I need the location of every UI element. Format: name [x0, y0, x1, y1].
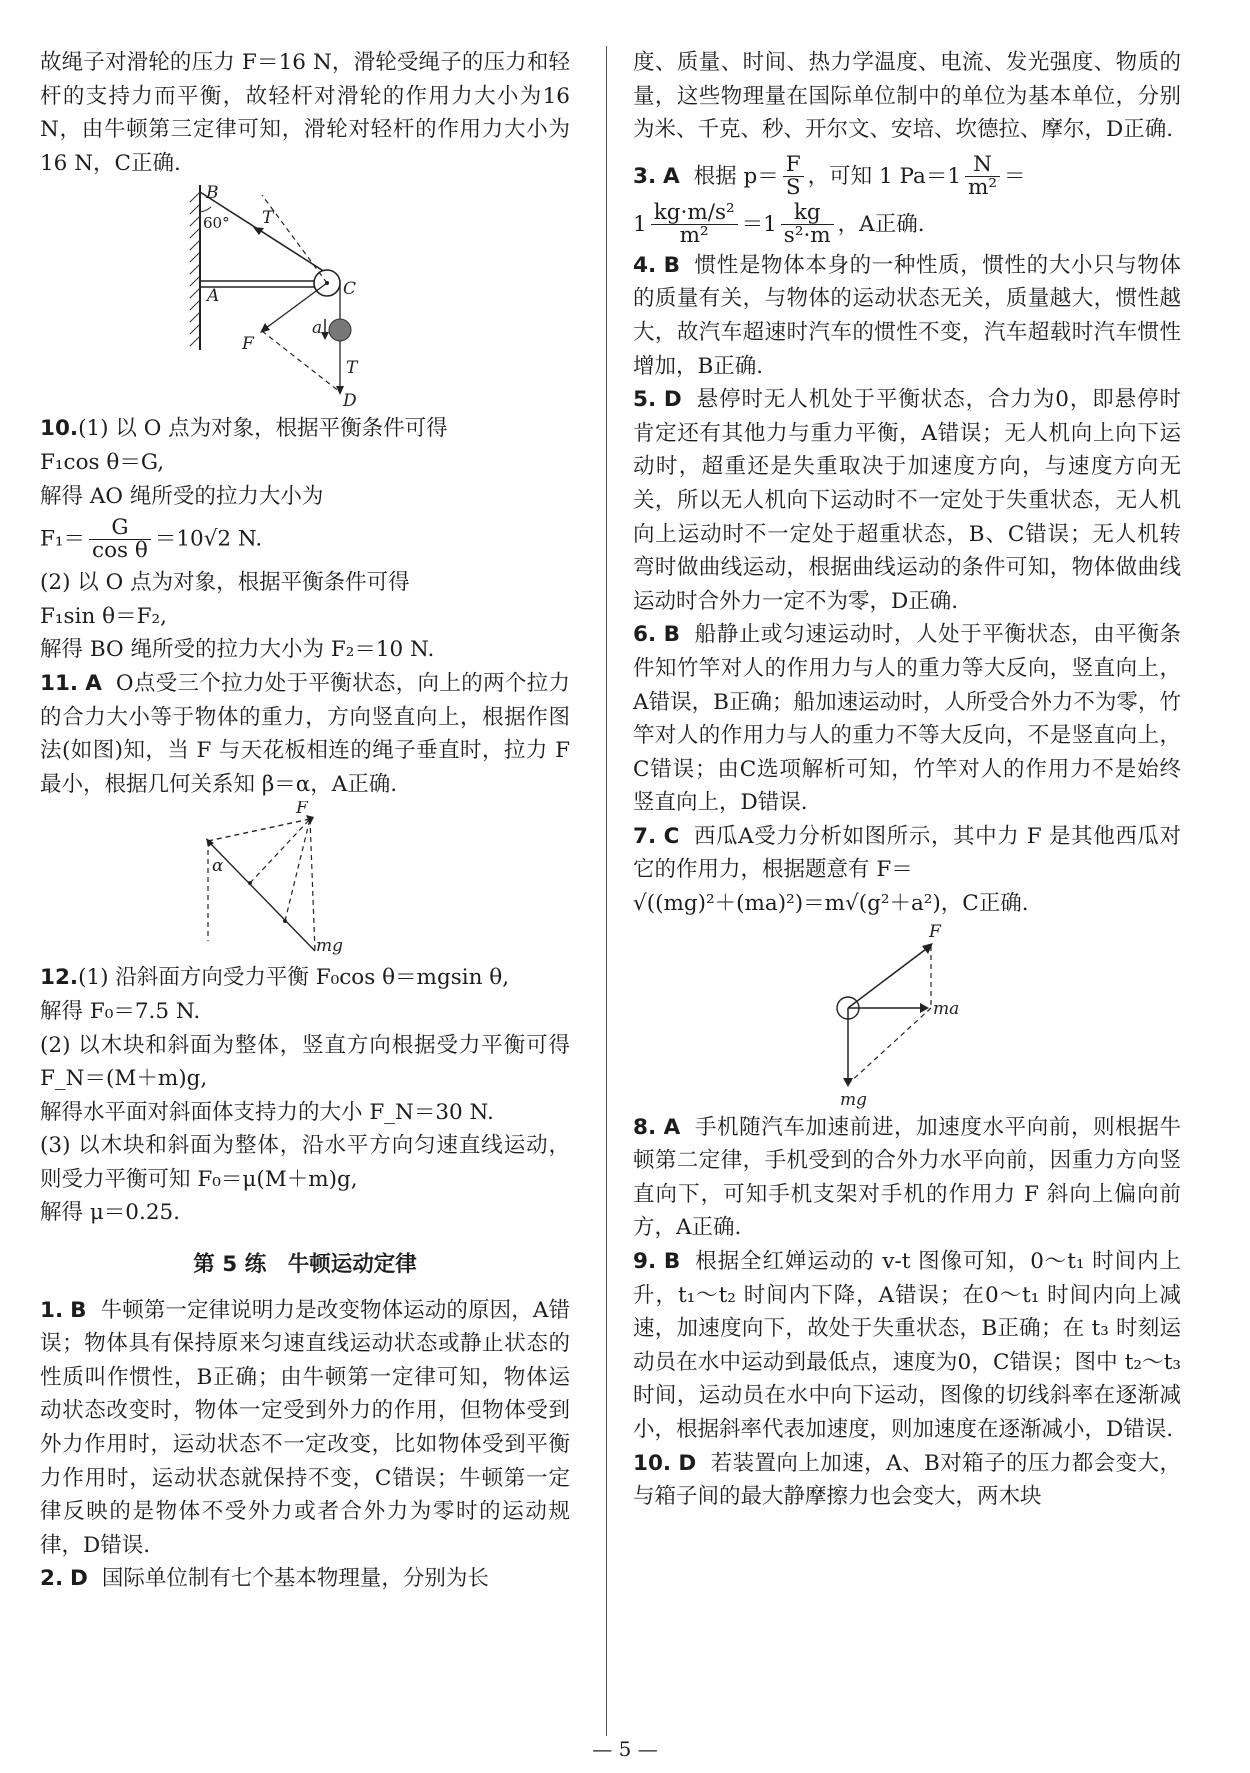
answer-8: 8. A 手机随汽车加速前进，加速度水平向前，则根据牛顿第二定律，手机受到的合外力水平向前，因重力方向竖直向下，可知手机支架对手机的作用力 F 斜向上偏向前方，A正确.	[633, 1114, 1181, 1241]
hanging-ball	[329, 319, 351, 341]
answer-2: 2. D 国际单位制有七个基本物理量，分别为长	[40, 1566, 489, 1592]
answer-2-continued: 度、质量、时间、热力学温度、电流、发光强度、物质的量，这些物理量在国际单位制中的单位为基本单位，分别为米、千克、秒、开尔文、安培、坎德拉、摩尔，D正确.	[633, 50, 1181, 143]
label-B: B	[206, 183, 219, 204]
label-F: F	[242, 334, 254, 355]
label-T1: T	[262, 208, 274, 229]
column-divider	[606, 46, 607, 1736]
answer-9: 9. B 根据全红婵运动的 v-t 图像可知，0～t₁ 时间内上升，t₁～t₂ 时间内下降，A错误；在0～t₁ 时间内向上减速，加速度向下，故处于失重状态，B正确；在 t₃ 时刻运动员在水中运动到最低点，速度为0，C错误；图中 t₂～t₃ 时间，运动员在水中向下运动，图像的切线斜率在逐渐减小，根据斜率代表加速度，则加速度在逐渐减小，D错误.	[633, 1249, 1181, 1442]
pulley-diagram	[40, 180, 570, 412]
watermelon-force-diagram	[633, 921, 1181, 1111]
answer-3: 3. A 根据 p＝ $\frac{F}{S}$ ，可知 1 Pa＝1 $\frac{N}{\text{m²}}$ ＝ 1 $\frac{\text{kg·m/s²}}{\text{m²}}$ ＝1 $\frac{kg}{\text{s²·m}}$ ，A正确.	[633, 152, 1026, 249]
answer-6: 6. B 船静止或匀速运动时，人处于平衡状态，由平衡条件知竹竿对人的作用力与人的重力等大反向，竖直向上，A错误，B正确；船加速运动时，人所受合外力不为零，竹竿对人的作用力与人的重力不等大反向，不是竖直向上，C错误；由C选项解析可知，竹竿对人的作用力不是始终竖直向上，D错误.	[633, 622, 1181, 816]
fraction-line: F₁＝ $\frac{G}{\text{cos θ}}$ ＝10√2 N.	[40, 515, 263, 564]
label-F: F	[929, 921, 941, 942]
label-C: C	[343, 279, 357, 300]
label-alpha: α	[212, 856, 224, 877]
label-a: a	[312, 318, 323, 339]
answer-4: 4. B 惯性是物体本身的一种性质，惯性的大小只与物体的质量有关，与物体的运动状态无关，质量越大，惯性越大，故汽车超速时汽车的惯性不变，汽车超载时汽车惯性增加，B正确.	[633, 252, 1181, 379]
page-number: — 5 —	[592, 1737, 658, 1761]
answer-10: 10. D 若装置向上加速，A、B对箱子的压力都会变大，与箱子间的最大静摩擦力也会变大，两木块	[633, 1450, 1181, 1510]
question-10: 10.(1) 以 O 点为对象，根据平衡条件可得 F₁cos θ＝G, 解得 AO 绳所受的拉力大小为 F₁＝ $\frac{G}{\text{cos θ}}$ ＝10√2 N. (2) 以 O 点为对象，根据平衡条件可得 F₁sin θ＝F₂, 解得 BO 绳所受的拉力大小为 F₂＝10 N.	[40, 412, 570, 667]
label-mg: mg	[316, 936, 344, 957]
question-11: 11. A O点受三个拉力处于平衡状态，向上的两个拉力的合力大小等于物体的重力，方向竖直向上，根据作图法(如图)知，当 F 与天花板相连的绳子垂直时，拉力 F 最小，根据几何关系知 β＝α，A正确.	[40, 670, 570, 797]
label-F: F	[296, 801, 308, 819]
paragraph-continued: 故绳子对滑轮的压力 F＝16 N，滑轮受绳子的压力和轻杆的支持力而平衡，故轻杆对滑轮的作用力大小为16 N，由牛顿第三定律可知，滑轮对轻杆的作用力大小为16 N，C正确.	[40, 50, 570, 176]
left-column	[40, 46, 570, 1596]
question-12: 12.(1) 沿斜面方向受力平衡 F₀cos θ＝mgsin θ, 解得 F₀＝7.5 N. (2) 以木块和斜面为整体，竖直方向根据受力平衡可得 F_N＝(M＋m)g, 解得水平面对斜面体支持力的大小 F_N＝30 N. (3) 以木块和斜面为整体，沿水平方向匀速直线运动，则受力平衡可知 F₀＝μ(M＋m)g, 解得 μ＝0.25.	[40, 965, 570, 1226]
resultant-arrow	[260, 323, 270, 333]
right-column	[633, 46, 1181, 1514]
answer-1: 1. B 牛顿第一定律说明力是改变物体运动的原因，A错误；物体具有保持原来匀速直线运动状态或静止状态的性质叫作惯性，B正确；由牛顿第一定律可知，物体运动状态改变时，物体一定受到外力的作用，但物体受到外力作用时，运动状态不一定改变，比如物体受到平衡力作用时，运动状态就保持不变，C错误；牛顿第一定律反映的是物体不受外力或者合外力为零时的运动规律，D错误.	[40, 1297, 570, 1558]
label-ma: ma	[933, 998, 960, 1019]
label-D: D	[343, 391, 357, 412]
label-A: A	[207, 286, 220, 307]
force-triangle-diagram	[40, 801, 570, 961]
label-mg: mg	[840, 1089, 868, 1110]
answer-5: 5. D 悬停时无人机处于平衡状态，合力为0，即悬停时肯定还有其他力与重力平衡，A错误；无人机向上向下运动时，超重还是失重取决于加速度方向，与速度方向无关，所以无人机向下运动时不一定处于失重状态，无人机向上运动时不一定处于超重状态，B、C错误；无人机转弯时做曲线运动，根据曲线运动的条件可知，物体做曲线运动时合外力一定不为零，D正确.	[633, 387, 1181, 614]
answer-7: 7. C 西瓜A受力分析如图所示，其中力 F 是其他西瓜对它的作用力，根据题意有 F＝ √((mg)²＋(ma)²)＝m√(g²＋a²)，C正确.	[633, 823, 1181, 917]
label-T2: T	[346, 358, 358, 379]
section-title: 第 5 练 牛顿运动定律	[193, 1252, 417, 1278]
label-angle: 60°	[203, 214, 230, 233]
